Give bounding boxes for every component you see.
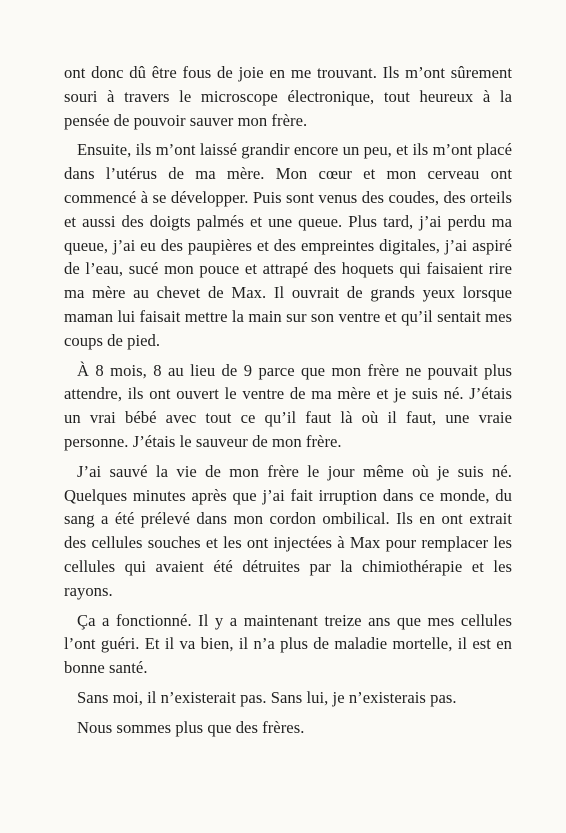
paragraph-3: À 8 mois, 8 au lieu de 9 parce que mon frère ne pouvait plus attendre, ils ont ouvert le ventre de ma mère et je suis né. J’étais un vrai bébé avec tout ce qu’il faut là où il faut, une vraie personne. J’étais le sauveur de mon frère.: [64, 360, 512, 451]
paragraph-6: Sans moi, il n’existerait pas. Sans lui, je n’existerais pas.: [77, 687, 457, 707]
paragraph-1: ont donc dû être fous de joie en me trouvant. Ils m’ont sûrement souri à travers le microscope électronique, tout heureux à la pensée de pouvoir sauver mon frère.: [64, 63, 512, 130]
paragraph-5: Ça a fonctionné. Il y a maintenant treize ans que mes cellules l’ont guéri. Et il va bien, il n’a plus de maladie mortelle, il est en bonne santé.: [64, 610, 512, 678]
paragraph-7: Nous sommes plus que des frères.: [77, 717, 305, 737]
book-page: [64, 61, 512, 746]
paragraph-4: J’ai sauvé la vie de mon frère le jour même où je suis né. Quelques minutes après que j’ai fait irruption dans ce monde, du sang a été prélevé dans mon cordon ombilical. Ils en ont extrait des cellules souches et les ont injectées à Max pour remplacer les cellules qui avaient été détruites par la chimiothérapie et les rayons.: [64, 461, 512, 600]
paragraph-2: Ensuite, ils m’ont laissé grandir encore un peu, et ils m’ont placé dans l’utérus de ma mère. Mon cœur et mon cerveau ont commencé à se développer. Puis sont venus des coudes, des orteils et aussi des doigts palmés et une queue. Plus tard, j’ai perdu ma queue, j’ai eu des paupières et des empreintes digitales, j’ai aspiré de l’eau, sucé mon pouce et attrapé des hoquets qui faisaient rire ma mère au chevet de Max. Il ouvrait de grands yeux lorsque maman lui faisait mettre la main sur son ventre et qu’il sentait mes coups de pied.: [64, 140, 512, 350]
